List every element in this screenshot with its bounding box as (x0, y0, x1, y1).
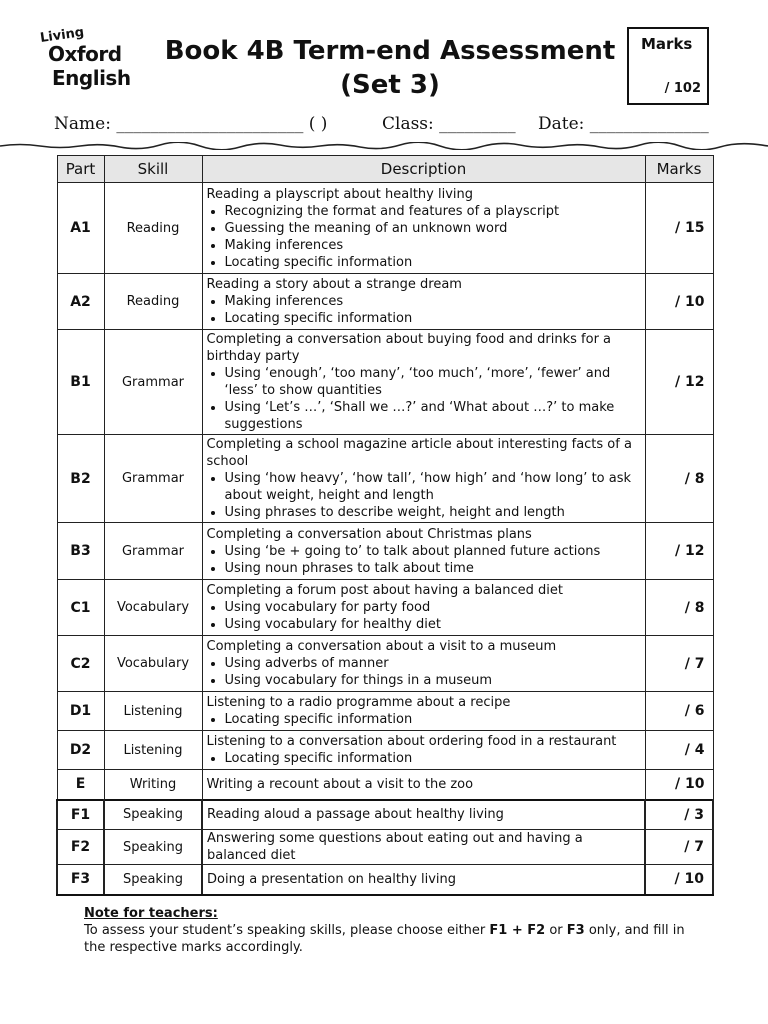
part-cell: F2 (57, 830, 104, 865)
skill-cell: Writing (104, 770, 202, 800)
objective-item: • Using phrases to describe weight, height and length (225, 504, 641, 521)
objective-item: • Using ‘Let’s …’, ‘Shall we …?’ and ‘What about …?’ to make suggestions (225, 399, 641, 433)
total-marks-box (627, 27, 709, 105)
objective-item: • Locating specific information (225, 310, 641, 327)
part-cell: F3 (57, 865, 104, 895)
description-cell (202, 731, 645, 770)
description-cell (202, 636, 645, 692)
header-description: Description (202, 156, 645, 183)
description-cell (202, 692, 645, 731)
marks-cell: / 10 (645, 274, 713, 330)
objective-list (207, 655, 641, 689)
logo-line1: Living (39, 24, 86, 47)
note-text-before: To assess your student’s speaking skills, please choose either (84, 923, 490, 938)
class-field[interactable]: Class: _________ (382, 114, 516, 134)
skill-cell: Grammar (104, 330, 202, 435)
part-cell: D1 (57, 692, 104, 731)
table-row (57, 865, 713, 895)
marks-cell: / 7 (645, 636, 713, 692)
table-row (57, 580, 713, 636)
objective-item: • Using vocabulary for party food (225, 599, 641, 616)
description-cell (202, 580, 645, 636)
description-title: Completing a forum post about having a balanced diet (206, 583, 564, 598)
marks-cell: / 15 (645, 183, 713, 274)
description-cell (202, 274, 645, 330)
objective-item: • Using adverbs of manner (225, 655, 641, 672)
name-field[interactable]: Name: ______________________ ( ) (54, 114, 328, 134)
page-title (150, 34, 630, 102)
marks-cell: / 8 (645, 580, 713, 636)
part-cell: A2 (57, 274, 104, 330)
description-title: Listening to a radio programme about a recipe (206, 695, 511, 710)
wavy-divider (0, 142, 768, 150)
objective-list (207, 750, 641, 767)
objective-item: • Recognizing the format and features of a playscript (225, 203, 641, 220)
skill-cell: Listening (104, 692, 202, 731)
skill-cell: Speaking (104, 830, 202, 865)
objective-list (207, 293, 641, 327)
description-cell (202, 330, 645, 435)
part-cell: B2 (57, 435, 104, 523)
objective-item: • Using ‘how heavy’, ‘how tall’, ‘how high’ and ‘how long’ to ask about weight, height and length (225, 470, 641, 504)
marks-cell: / 8 (645, 435, 713, 523)
objective-list (207, 470, 641, 521)
part-cell: C1 (57, 580, 104, 636)
table-row (57, 770, 713, 800)
marks-cell: / 10 (645, 865, 713, 895)
note-text-after: only, and fill in the respective marks accordingly. (84, 923, 685, 955)
skill-cell: Vocabulary (104, 636, 202, 692)
objective-list (207, 599, 641, 633)
part-cell: E (57, 770, 104, 800)
marks-cell: / 7 (645, 830, 713, 865)
objective-item: • Making inferences (225, 237, 641, 254)
skill-cell: Vocabulary (104, 580, 202, 636)
description-cell (202, 865, 645, 895)
objective-item: • Using vocabulary for things in a museum (225, 672, 641, 689)
objective-item: • Using ‘be + going to’ to talk about planned future actions (225, 543, 641, 560)
table-row (57, 800, 713, 830)
part-cell: A1 (57, 183, 104, 274)
description-title: Completing a school magazine article about interesting facts of a school (206, 437, 632, 469)
objective-item: • Locating specific information (225, 254, 641, 271)
header-part: Part (57, 156, 104, 183)
part-cell: F1 (57, 800, 104, 830)
description-cell (202, 770, 645, 800)
part-cell: B1 (57, 330, 104, 435)
note-bold2: F3 (566, 923, 585, 938)
marks-cell: / 10 (645, 770, 713, 800)
description-cell (202, 800, 645, 830)
header-marks: Marks (645, 156, 713, 183)
description-title: Reading aloud a passage about healthy living (207, 807, 504, 823)
note-heading: Note for teachers: (84, 906, 218, 921)
description-title: Reading a playscript about healthy living (206, 186, 474, 202)
logo-line3: English (52, 66, 131, 90)
marks-cell: / 4 (645, 731, 713, 770)
description-cell (202, 830, 645, 865)
objective-item: • Guessing the meaning of an unknown word (225, 220, 641, 237)
objective-list (207, 365, 641, 433)
description-cell (202, 523, 645, 580)
table-header-row (57, 156, 713, 183)
description-title: Completing a conversation about Christmas plans (206, 526, 532, 542)
objective-list (207, 543, 641, 577)
skill-cell: Reading (104, 274, 202, 330)
marks-cell: / 12 (645, 523, 713, 580)
description-title: Reading a story about a strange dream (206, 277, 462, 292)
marks-cell: / 12 (645, 330, 713, 435)
date-field[interactable]: Date: ______________ (538, 114, 709, 134)
teacher-note (84, 905, 704, 956)
skill-cell: Speaking (104, 800, 202, 830)
table-row (57, 330, 713, 435)
marks-box-label: Marks (641, 35, 693, 53)
skill-cell: Grammar (104, 523, 202, 580)
part-cell: B3 (57, 523, 104, 580)
table-row (57, 274, 713, 330)
living-oxford-english-logo (38, 24, 138, 94)
table-row (57, 830, 713, 865)
objective-item: • Making inferences (225, 293, 641, 310)
objective-list (207, 711, 641, 728)
logo-line2: Oxford (48, 42, 122, 66)
note-body (84, 922, 704, 956)
description-title: Doing a presentation on healthy living (207, 871, 457, 887)
table-row (57, 183, 713, 274)
marks-box-total: / 102 (664, 81, 701, 96)
objective-item: • Using ‘enough’, ‘too many’, ‘too much’, ‘more’, ‘fewer’ and ‘less’ to show quantities (225, 365, 641, 399)
objective-item: • Using noun phrases to talk about time (225, 560, 641, 577)
table-row (57, 435, 713, 523)
title-line2: (Set 3) (340, 70, 440, 100)
assessment-table (56, 155, 714, 896)
skill-cell: Reading (104, 183, 202, 274)
marks-cell: / 6 (645, 692, 713, 731)
description-title: Answering some questions about eating out and having a balanced diet (207, 831, 583, 863)
note-text-mid: or (545, 923, 567, 938)
table-row (57, 692, 713, 731)
note-bold1: F1 + F2 (489, 923, 546, 938)
table-row (57, 523, 713, 580)
objective-item: • Locating specific information (225, 750, 641, 767)
skill-cell: Grammar (104, 435, 202, 523)
table-row (57, 636, 713, 692)
part-cell: C2 (57, 636, 104, 692)
objective-item: • Locating specific information (225, 711, 641, 728)
objective-item: • Using vocabulary for healthy diet (225, 616, 641, 633)
student-info-line (54, 114, 734, 138)
description-cell (202, 183, 645, 274)
description-title: Listening to a conversation about ordering food in a restaurant (206, 734, 617, 749)
description-title: Writing a recount about a visit to the zoo (206, 776, 474, 792)
objective-list (207, 203, 641, 271)
description-title: Completing a conversation about a visit to a museum (206, 639, 557, 654)
marks-cell: / 3 (645, 800, 713, 830)
header-skill: Skill (104, 156, 202, 183)
part-cell: D2 (57, 731, 104, 770)
skill-cell: Listening (104, 731, 202, 770)
title-line1: Book 4B Term-end Assessment (164, 36, 616, 66)
description-title: Completing a conversation about buying food and drinks for a birthday party (206, 332, 612, 364)
table-row (57, 731, 713, 770)
skill-cell: Speaking (104, 865, 202, 895)
description-cell (202, 435, 645, 523)
